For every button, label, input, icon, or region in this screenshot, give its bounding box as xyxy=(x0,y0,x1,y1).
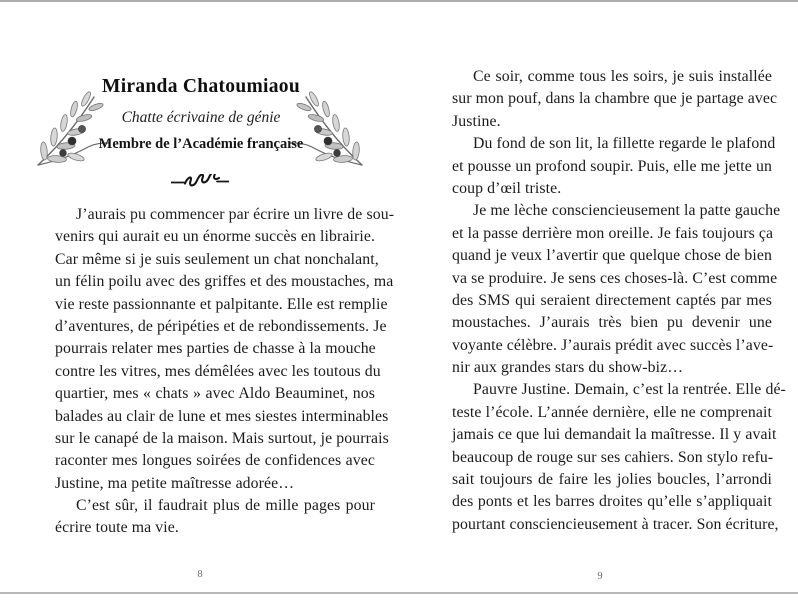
text-line: contre les vitres, mes démêlées avec les toutous du xyxy=(55,362,381,380)
text-line: quartier, mes « chats » avec Aldo Beauminet, nos xyxy=(55,385,375,403)
text-line: jamais ce que lui demandait la maîtresse. Il y avait xyxy=(452,426,777,444)
left-page-text xyxy=(55,204,395,540)
text-line: Pauvre Justine. Demain, c’est la rentrée. Elle dé- xyxy=(473,381,786,399)
rope-knot-divider-icon xyxy=(171,174,229,190)
text-line: voyante célèbre. J’aurais prédit avec succès l’ave- xyxy=(452,336,774,354)
text-line: et pousse un profond soupir. Puis, elle me jette un xyxy=(452,157,772,175)
text-line: vie reste passionnante et palpitante. Elle est remplie xyxy=(55,295,388,313)
text-line: teste l’école. L’année dernière, elle ne comprenait xyxy=(452,403,772,421)
page-top-edge xyxy=(0,0,798,2)
text-line: un félin poilu avec des griffes et des moustaches, ma xyxy=(55,273,394,291)
text-line: moustaches. J’aurais très bien pu devenir une xyxy=(452,314,772,332)
text-line: pourtant consciencieusement à tracer. Son écriture, xyxy=(452,515,779,533)
page-bottom-edge xyxy=(0,592,798,594)
text-line: balades au clair de lune et mes siestes interminables xyxy=(55,407,389,425)
text-line: beaucoup de rouge sur ses cahiers. Son stylo refu- xyxy=(452,448,774,466)
olive-branch-icon xyxy=(288,85,370,173)
text-line: et la passe derrière mon oreille. Je fais toujours ça xyxy=(452,224,774,242)
text-line: Justine, ma petite maîtresse adorée… xyxy=(55,474,295,492)
text-line: des ponts et les barres droites qu’elle s’appliquait xyxy=(452,493,772,511)
text-line: écrire toute ma vie. xyxy=(55,519,179,537)
text-line: quand je veux l’avertir que quelque chose de bien xyxy=(452,247,772,265)
text-line: d’aventures, de péripéties et de rebondissements. Je xyxy=(55,317,387,335)
author-name: Miranda Chatoumiaou xyxy=(101,76,300,97)
text-line: Du fond de son lit, la fillette regarde le plafond xyxy=(473,135,776,153)
text-line: pourrais relater mes parties de chasse à la mouche xyxy=(55,340,376,358)
text-line: Je me lèche consciencieusement la patte gauche xyxy=(473,202,781,220)
page-number-left: 8 xyxy=(197,569,203,580)
text-line: Ce soir, comme tous les soirs, je suis installée xyxy=(473,68,772,85)
text-line: nir aux grandes stars du show-biz… xyxy=(452,359,684,377)
text-line: coup d’œil triste. xyxy=(452,179,562,197)
text-line: va se produire. Je sens ces choses-là. C’est comme xyxy=(452,269,778,287)
author-affiliation: Membre de l’Académie française xyxy=(98,136,304,152)
text-line: Car même si je suis seulement un chat nonchalant, xyxy=(55,250,379,268)
text-line: Justine. xyxy=(452,112,501,130)
text-line: sait toujours de faire les jolies boucles, l’arrondi xyxy=(452,471,772,489)
author-subtitle: Chatte écrivaine de génie xyxy=(121,109,281,126)
text-line: J’aurais pu commencer par écrire un livre de sou- xyxy=(76,206,395,223)
text-line: sur le canapé de la maison. Mais surtout, je pourrais xyxy=(55,429,389,447)
text-line: C’est sûr, il faudrait plus de mille pages pour xyxy=(76,497,375,515)
right-page-text xyxy=(452,66,786,536)
text-line: venirs qui aurait eu un énorme succès en librairie. xyxy=(55,228,375,246)
page-number-right: 9 xyxy=(597,571,603,582)
text-line: des SMS qui seraient directement captés par mes xyxy=(452,291,772,309)
olive-branch-icon xyxy=(30,85,112,173)
text-line: raconter mes longues soirées de confidences avec xyxy=(55,452,375,470)
text-line: sur mon pouf, dans la chambre que je partage avec xyxy=(452,90,778,108)
